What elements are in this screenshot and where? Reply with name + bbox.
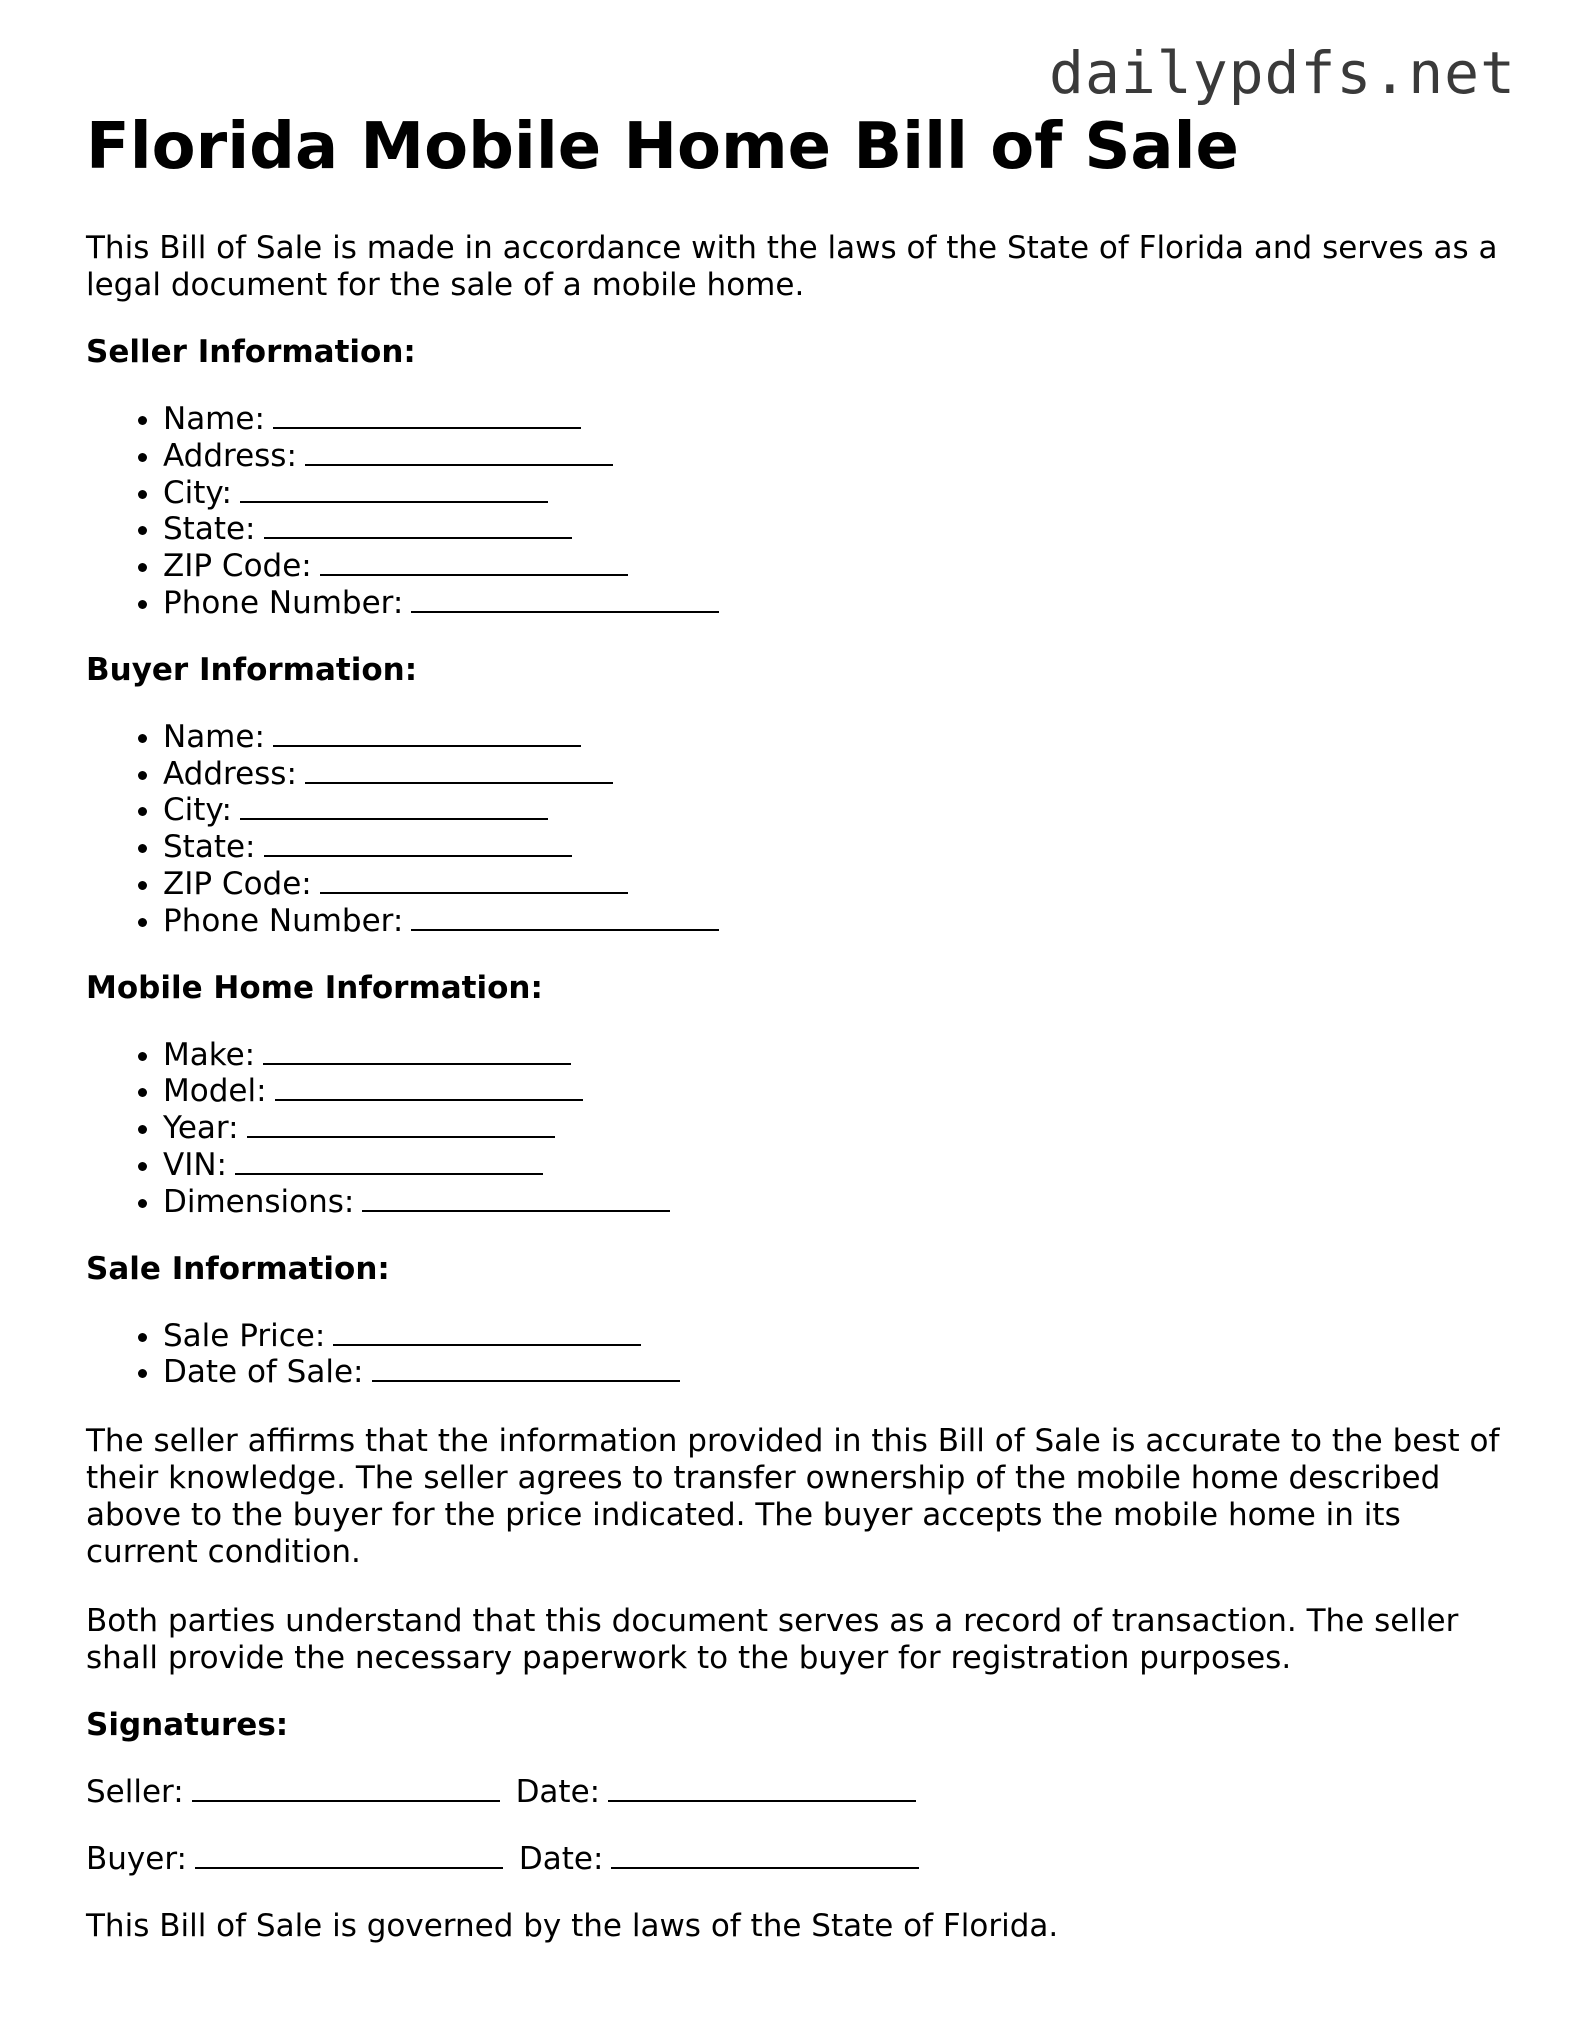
home-section-heading: Mobile Home Information: — [86, 969, 543, 1006]
field-label: VIN: — [163, 1146, 227, 1183]
sale-field-list — [86, 1318, 1506, 1392]
field-label: Name: — [163, 718, 265, 755]
seller-signature-blank[interactable] — [192, 1774, 500, 1802]
buyer-field-address — [163, 756, 1506, 793]
field-label: ZIP Code: — [163, 865, 312, 902]
buyer-signature-line — [86, 1841, 1506, 1878]
buyer-section-heading: Buyer Information: — [86, 651, 418, 688]
seller-field-zip — [163, 548, 1506, 585]
home-field-dimensions — [163, 1184, 1506, 1221]
buyer-field-zip — [163, 866, 1506, 903]
intro-paragraph: This Bill of Sale is made in accordance with the laws of the State of Florida and serves as a legal document for the sale of a mobile home. — [86, 230, 1498, 303]
affirmation-paragraph: The seller affirms that the information provided in this Bill of Sale is accurate to the best of their knowledge. The seller agrees to transfer ownership of the mobile home described above to the buyer for the price indicated. The buyer accepts the mobile home in its current condition. — [86, 1423, 1500, 1571]
field-label: Address: — [163, 437, 297, 474]
seller-field-address — [163, 438, 1506, 475]
document-body — [86, 108, 1506, 1945]
seller-field-list — [86, 401, 1506, 622]
field-label: Phone Number: — [163, 584, 404, 621]
field-label: Phone Number: — [163, 902, 404, 939]
home-make-blank[interactable] — [263, 1037, 571, 1065]
field-label: Sale Price: — [163, 1317, 326, 1354]
sale-field-date — [163, 1354, 1506, 1391]
signatures-heading: Signatures: — [86, 1707, 289, 1744]
field-label: Name: — [163, 401, 265, 437]
seller-field-phone — [163, 585, 1506, 622]
buyer-field-list — [86, 719, 1506, 940]
home-year-blank[interactable] — [247, 1110, 555, 1138]
buyer-city-blank[interactable] — [240, 792, 548, 820]
sale-section-heading: Sale Information: — [86, 1250, 390, 1287]
field-label: Address: — [163, 755, 297, 792]
seller-signature-label: Seller: — [86, 1774, 184, 1811]
sale-field-price — [163, 1318, 1506, 1355]
seller-date-blank[interactable] — [608, 1774, 916, 1802]
seller-date-label: Date: — [515, 1774, 601, 1811]
field-label: Model: — [163, 1073, 267, 1110]
sale-price-blank[interactable] — [333, 1318, 641, 1346]
seller-state-blank[interactable] — [264, 511, 572, 539]
home-field-vin — [163, 1147, 1506, 1184]
field-label: Make: — [163, 1036, 256, 1073]
seller-section-heading: Seller Information: — [86, 334, 416, 370]
seller-signature-line — [86, 1774, 1506, 1811]
buyer-phone-blank[interactable] — [411, 903, 719, 931]
home-field-list — [86, 1037, 1506, 1221]
home-field-year — [163, 1110, 1506, 1147]
seller-name-blank[interactable] — [273, 401, 581, 429]
field-label: State: — [163, 829, 256, 866]
buyer-address-blank[interactable] — [305, 756, 613, 784]
buyer-field-state — [163, 829, 1506, 866]
seller-phone-blank[interactable] — [411, 585, 719, 613]
understanding-paragraph: Both parties understand that this document serves as a record of transaction. The seller shall provide the necessary paperwork to the buyer for registration purposes. — [86, 1603, 1459, 1677]
field-label: ZIP Code: — [163, 548, 312, 585]
home-dimensions-blank[interactable] — [362, 1184, 670, 1212]
closing-statement: This Bill of Sale is governed by the laws of the State of Florida. — [86, 1908, 1059, 1945]
field-label: City: — [163, 792, 232, 829]
buyer-date-label: Date: — [518, 1841, 604, 1878]
home-vin-blank[interactable] — [235, 1147, 543, 1175]
seller-field-state — [163, 511, 1506, 548]
seller-zip-blank[interactable] — [320, 548, 628, 576]
field-label: Dimensions: — [163, 1183, 355, 1220]
seller-field-name — [163, 401, 1506, 438]
seller-address-blank[interactable] — [305, 438, 613, 466]
buyer-field-city — [163, 792, 1506, 829]
sale-date-blank[interactable] — [372, 1354, 680, 1382]
watermark-text: dailypdfs.net — [1049, 39, 1516, 107]
home-field-model — [163, 1073, 1506, 1110]
buyer-field-name — [163, 719, 1506, 756]
buyer-name-blank[interactable] — [273, 719, 581, 747]
seller-field-city — [163, 475, 1506, 512]
buyer-zip-blank[interactable] — [320, 866, 628, 894]
document-title: Florida Mobile Home Bill of Sale — [86, 110, 1239, 184]
seller-city-blank[interactable] — [240, 475, 548, 503]
buyer-state-blank[interactable] — [264, 829, 572, 857]
buyer-signature-label: Buyer: — [86, 1841, 187, 1878]
buyer-signature-blank[interactable] — [195, 1841, 503, 1869]
field-label: Date of Sale: — [163, 1354, 364, 1391]
buyer-field-phone — [163, 903, 1506, 940]
field-label: City: — [163, 474, 232, 511]
field-label: Year: — [163, 1110, 239, 1147]
home-field-make — [163, 1037, 1506, 1074]
field-label: State: — [163, 511, 256, 548]
home-model-blank[interactable] — [275, 1073, 583, 1101]
buyer-date-blank[interactable] — [611, 1841, 919, 1869]
